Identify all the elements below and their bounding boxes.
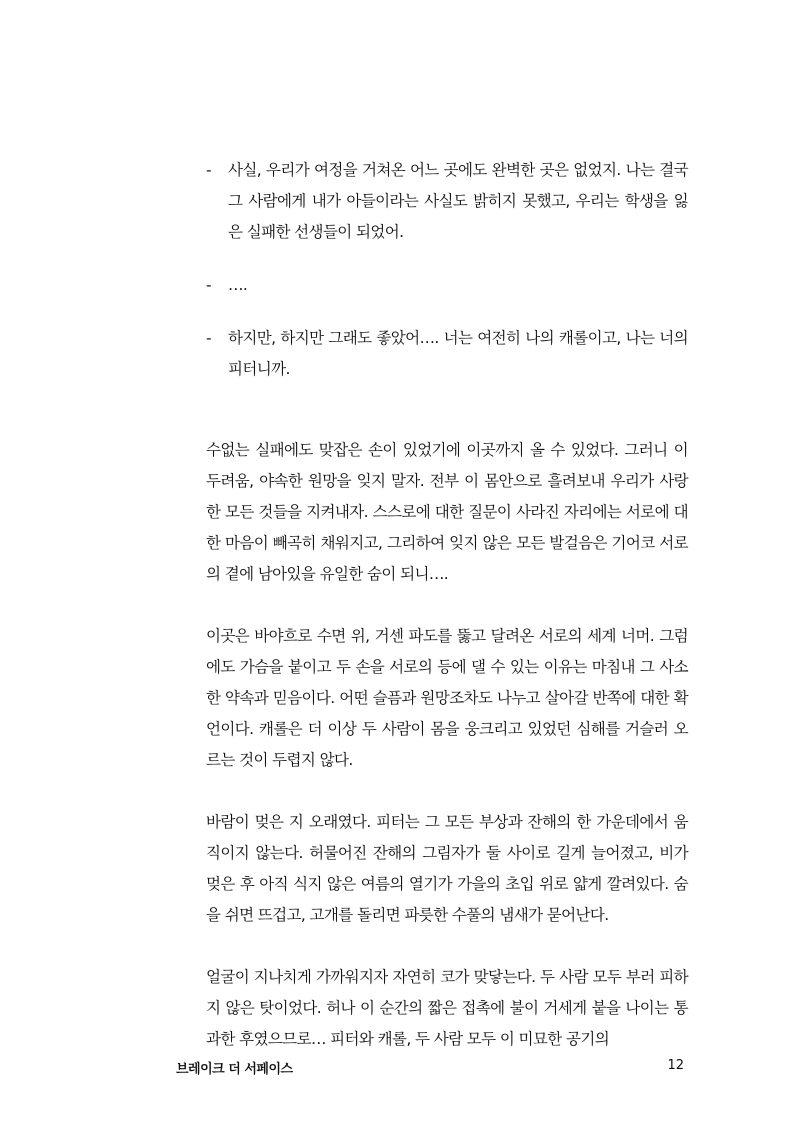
- dialogue-text: 하지만, 하지만 그래도 좋았어…. 너는 여전히 나의 캐롤이고, 나는 너의 피터니까.: [228, 329, 688, 378]
- footer-page-number: 12: [667, 1058, 684, 1073]
- dialogue-text: ….: [228, 276, 248, 294]
- paragraph: 바람이 멎은 지 오래였다. 피터는 그 모든 부상과 잔해의 한 가운데에서 움직이지 않는다. 허물어진 잔해의 그림자가 둘 사이로 길게 늘어졌고, 비가 멎은 후 아직 식지 않은 여름의 열기가 가을의 초입 위로 얇게 깔려있다. 숨을 쉬면 뜨겁고, 고개를 돌리면 파릇한 수풀의 냄새가 묻어난다.: [206, 813, 688, 924]
- dialogue-line: [206, 155, 688, 248]
- dialogue-text: 사실, 우리가 여정을 거쳐온 어느 곳에도 완벽한 곳은 없었지. 나는 결국 그 사람에게 내가 아들이라는 사실도 밝히지 못했고, 우리는 학생을 잃은 실패한 선생들이 되었어.: [228, 161, 688, 241]
- paragraph: 수없는 실패에도 맞잡은 손이 있었기에 이곳까지 올 수 있었다. 그러니 이 두려움, 야속한 원망을 잊지 말자. 전부 이 몸안으로 흘려보내 우리가 사랑한 모든 것들을 지켜내자. 스스로에 대한 질문이 사라진 자리에는 서로에 대한 마음이 빼곡히 채워지고, 그리하여 잊지 않은 모든 발걸음은 기어코 서로의 곁에 남아있을 유일한 숨이 되니….: [206, 441, 688, 583]
- dialogue-line: [206, 323, 688, 385]
- dialogue-dash: -: [206, 276, 211, 294]
- footer-book-title: 브레이크 더 서페이스: [176, 1062, 293, 1077]
- dialogue-dash: -: [206, 329, 211, 347]
- paragraph: 이곳은 바야흐로 수면 위, 거센 파도를 뚫고 달려온 서로의 세계 너머. 그럼에도 가슴을 붙이고 두 손을 서로의 등에 댈 수 있는 이유는 마침내 그 사소한 약속과 믿음이다. 어떤 슬픔과 원망조차도 나누고 살아갈 반쪽에 대한 확언이다. 캐롤은 더 이상 두 사람이 몸을 웅크리고 있었던 심해를 거슬러 오르는 것이 두렵지 않다.: [206, 627, 688, 769]
- paragraph: 얼굴이 지나치게 가까워지자 자연히 코가 맞닿는다. 두 사람 모두 부러 피하지 않은 탓이었다. 허나 이 순간의 짧은 접촉에 불이 거세게 붙을 나이는 통과한 후였으므로… 피터와 캐롤, 두 사람 모두 이 미묘한 공기의: [206, 968, 688, 1048]
- body-text: [206, 155, 688, 1055]
- dialogue-dash: -: [206, 161, 211, 179]
- dialogue-line: [206, 270, 688, 301]
